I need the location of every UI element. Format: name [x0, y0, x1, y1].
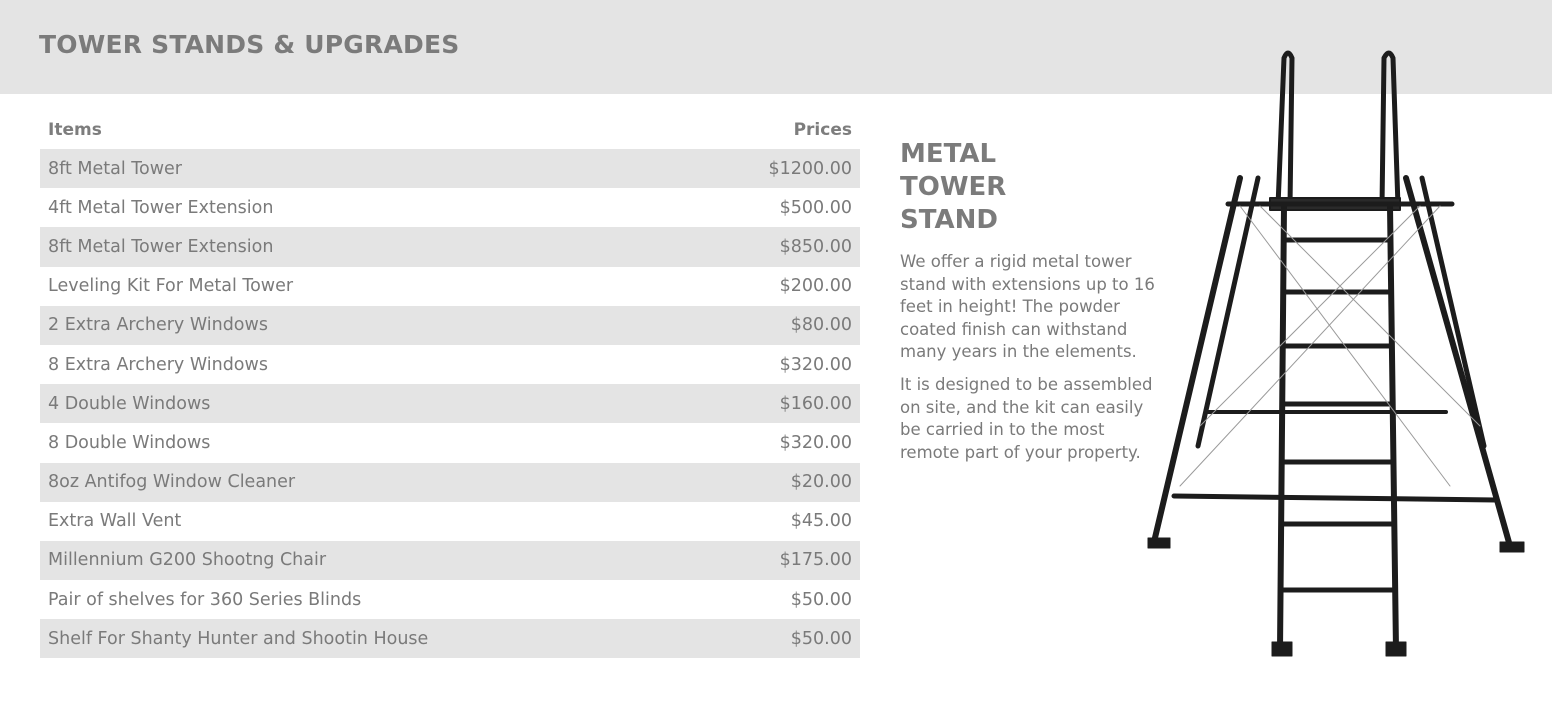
- table-row: [40, 188, 860, 227]
- item-price: $175.00: [779, 550, 852, 571]
- item-price: $80.00: [790, 315, 852, 336]
- metal-tower-stand-illustration: [1140, 46, 1540, 666]
- table-row: [40, 384, 860, 423]
- table-header: [40, 110, 860, 149]
- page-title: TOWER STANDS & UPGRADES: [39, 30, 460, 59]
- table-row: [40, 227, 860, 266]
- description-paragraph: It is designed to be assembled on site, and the kit can easily be carried in to the most remote part of your property.: [900, 374, 1153, 462]
- product-description: [900, 138, 1160, 464]
- item-name: 2 Extra Archery Windows: [48, 315, 268, 336]
- product-title: [900, 138, 1050, 237]
- table-row: [40, 267, 860, 306]
- table-row: [40, 541, 860, 580]
- table-row: [40, 502, 860, 541]
- product-title-line: METAL: [900, 139, 997, 169]
- item-price: $160.00: [779, 393, 852, 414]
- item-name: Shelf For Shanty Hunter and Shootin House: [48, 628, 429, 649]
- item-name: 8 Double Windows: [48, 432, 211, 453]
- column-header-prices: Prices: [793, 119, 852, 140]
- item-name: Leveling Kit For Metal Tower: [48, 276, 294, 297]
- item-price: $50.00: [790, 628, 852, 649]
- product-title-line: STAND: [900, 205, 998, 235]
- item-price: $50.00: [790, 589, 852, 610]
- item-price: $20.00: [790, 472, 852, 493]
- item-price: $500.00: [779, 197, 852, 218]
- table-row: [40, 306, 860, 345]
- table-row: [40, 619, 860, 658]
- table-row: [40, 345, 860, 384]
- item-price: $200.00: [779, 276, 852, 297]
- table-row: [40, 149, 860, 188]
- item-name: 8 Extra Archery Windows: [48, 354, 268, 375]
- item-name: Millennium G200 Shootng Chair: [48, 550, 327, 571]
- table-row: [40, 463, 860, 502]
- item-price: $320.00: [779, 354, 852, 375]
- item-name: Pair of shelves for 360 Series Blinds: [48, 589, 362, 610]
- item-name: 8ft Metal Tower: [48, 158, 182, 179]
- item-price: $1200.00: [768, 158, 852, 179]
- description-paragraph: We offer a rigid metal tower stand with extensions up to 16 feet in height! The powder coated finish can withstand many years in the elements.: [900, 252, 1155, 362]
- table-row: [40, 580, 860, 619]
- product-title-line: TOWER: [900, 172, 1007, 202]
- item-price: $320.00: [779, 432, 852, 453]
- item-name: 4 Double Windows: [48, 393, 211, 414]
- column-header-items: Items: [48, 119, 102, 140]
- item-name: 4ft Metal Tower Extension: [48, 197, 274, 218]
- item-name: 8ft Metal Tower Extension: [48, 236, 274, 257]
- price-table: [40, 110, 860, 658]
- item-name: Extra Wall Vent: [48, 511, 182, 532]
- item-name: 8oz Antifog Window Cleaner: [48, 472, 296, 493]
- item-price: $850.00: [779, 236, 852, 257]
- item-price: $45.00: [790, 511, 852, 532]
- table-row: [40, 423, 860, 462]
